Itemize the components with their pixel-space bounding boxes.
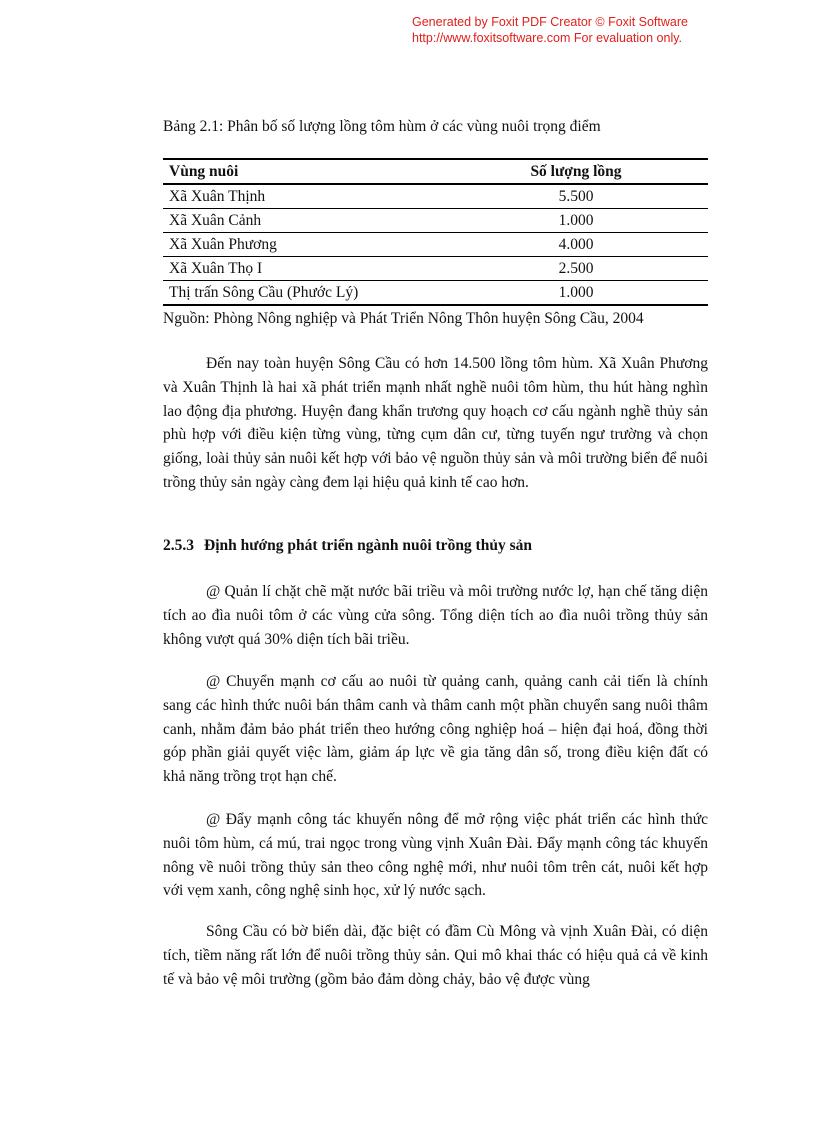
watermark-line-1: Generated by Foxit PDF Creator © Foxit Software [412,15,688,29]
cell-region: Xã Xuân Thịnh [163,184,444,209]
header-cage-count: Số lượng lồng [444,159,708,184]
cell-cage-count: 1.000 [444,281,708,306]
table-row [163,184,708,209]
table-source: Nguồn: Phòng Nông nghiệp và Phát Triển Nông Thôn huyện Sông Cầu, 2004 [163,310,644,327]
cell-cage-count: 4.000 [444,233,708,257]
section-title: Định hướng phát triển ngành nuôi trồng thủy sản [204,537,532,554]
cell-region: Thị trấn Sông Cầu (Phước Lý) [163,281,444,306]
cell-region: Xã Xuân Phương [163,233,444,257]
section-number: 2.5.3 [163,537,194,554]
table-row [163,257,708,281]
table-row [163,209,708,233]
table-header-row [163,159,708,184]
table-row [163,233,708,257]
section-heading [163,537,532,555]
cell-cage-count: 5.500 [444,184,708,209]
paragraph-extension-services: @ Đẩy mạnh công tác khuyến nông để mở rộng việc phát triển các hình thức nuôi tôm hùm, cá mú, trai ngọc trong vùng vịnh Xuân Đài. Đẩy mạnh công tác khuyến nông về nuôi trồng thủy sản theo công nghệ mới, như nuôi tôm trên cát, nuôi kết hợp với vẹm xanh, công nghệ sinh học, xử lý nước sạch. [163,811,708,900]
foxit-watermark [412,14,712,46]
table-row [163,281,708,306]
paragraph-cage-overview: Đến nay toàn huyện Sông Cầu có hơn 14.500 lồng tôm hùm. Xã Xuân Phương và Xuân Thịnh là hai xã phát triển mạnh nhất nghề nuôi tôm hùm, thu hút hàng nghìn lao động địa phương. Huyện đang khẩn trương quy hoạch cơ cấu ngành nghề thủy sản phù hợp với điều kiện từng vùng, từng cụm dân cư, từng tuyến ngư trường và chọn giống, loài thủy sản nuôi kết hợp với bảo vệ nguồn thủy sản và môi trường biển để nuôi trồng thủy sản ngày càng đem lại hiệu quả kinh tế cao hơn. [163,355,708,491]
watermark-line-2: http://www.foxitsoftware.com For evaluation only. [412,31,683,45]
paragraph-intensive-farming: @ Chuyển mạnh cơ cấu ao nuôi từ quảng canh, quảng canh cải tiến là chính sang các hình thức nuôi bán thâm canh và thâm canh một phần chuyển sang nuôi thâm canh, nhằm đảm bảo phát triển theo hướng công nghiệp hoá – hiện đại hoá, đồng thời góp phần giải quyết việc làm, giảm áp lực về gia tăng dân số, trong điều kiện đất có khả năng trồng trọt hạn chế. [163,673,708,786]
lobster-cage-table [163,158,708,306]
paragraph-tidal-management: @ Quản lí chặt chẽ mặt nước bãi triều và môi trường nước lợ, hạn chế tăng diện tích ao đìa nuôi tôm ở các vùng cửa sông. Tổng diện tích ao đìa nuôi trồng thủy sản không vượt quá 30% diện tích bãi triều. [163,583,708,648]
table-caption: Bảng 2.1: Phân bố số lượng lồng tôm hùm ở các vùng nuôi trọng điểm [163,118,601,135]
paragraph-song-cau-potential: Sông Cầu có bờ biển dài, đặc biệt có đầm Cù Mông và vịnh Xuân Đài, có diện tích, tiềm năng rất lớn để nuôi trồng thủy sản. Qui mô khai thác có hiệu quả cả về kinh tế và bảo vệ môi trường (gồm bảo đảm dòng chảy, bảo vệ được vùng [163,923,708,988]
cell-cage-count: 1.000 [444,209,708,233]
cell-cage-count: 2.500 [444,257,708,281]
cell-region: Xã Xuân Thọ I [163,257,444,281]
header-region: Vùng nuôi [163,159,444,184]
cell-region: Xã Xuân Cảnh [163,209,444,233]
